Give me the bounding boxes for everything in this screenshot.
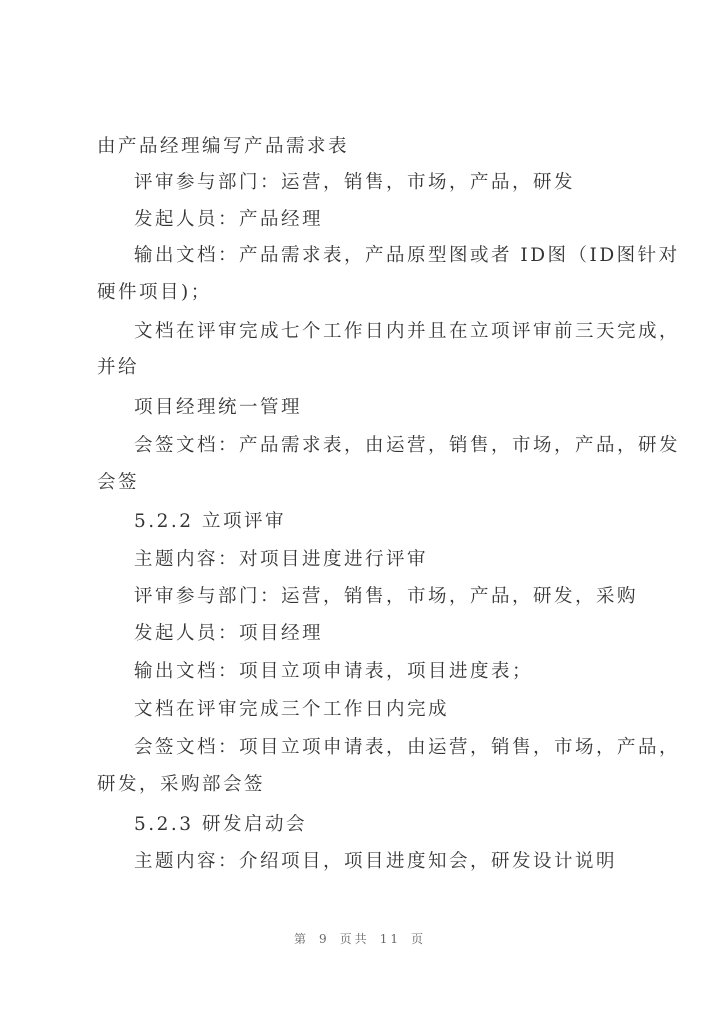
text-line: 研发，采购部会签 — [97, 774, 266, 795]
text-line: 输出文档：项目立项申请表，项目进度表； — [134, 661, 534, 682]
page-footer — [0, 930, 720, 947]
text-line: 文档在评审完成三个工作日内完成 — [134, 699, 450, 720]
text-line: 由产品经理编写产品需求表 — [97, 136, 350, 157]
section-heading: 5.2.2 立项评审 — [134, 511, 286, 532]
footer-middle: 页共 — [339, 932, 370, 946]
text-line: 项目经理统一管理 — [134, 397, 303, 418]
page-total: 11 — [379, 932, 401, 946]
text-line: 主题内容：介绍项目，项目进度知会，研发设计说明 — [134, 851, 618, 872]
section-heading: 5.2.3 研发启动会 — [134, 814, 307, 835]
text-line: 会签文档：项目立项申请表，由运营，销售，市场，产品， — [134, 737, 681, 758]
footer-suffix: 页 — [410, 932, 426, 946]
text-line: 输出文档：产品需求表，产品原型图或者 ID图（ID图针对 — [134, 245, 680, 266]
text-line: 文档在评审完成七个工作日内并且在立项评审前三天完成， — [134, 321, 681, 342]
text-line: 会签文档：产品需求表，由运营，销售，市场，产品，研发 — [134, 435, 681, 456]
text-line: 主题内容：对项目进度进行评审 — [134, 549, 429, 570]
text-line: 发起人员：项目经理 — [134, 623, 324, 644]
text-line: 会签 — [97, 472, 140, 493]
text-line: 评审参与部门：运营，销售，市场，产品，研发 — [134, 172, 576, 193]
page-number: 9 — [319, 932, 330, 946]
text-line: 硬件项目)； — [97, 282, 212, 303]
text-line: 并给 — [97, 357, 140, 378]
text-line: 评审参与部门：运营，销售，市场，产品，研发，采购 — [134, 586, 639, 607]
footer-prefix: 第 — [294, 932, 310, 946]
text-line: 发起人员：产品经理 — [134, 209, 324, 230]
